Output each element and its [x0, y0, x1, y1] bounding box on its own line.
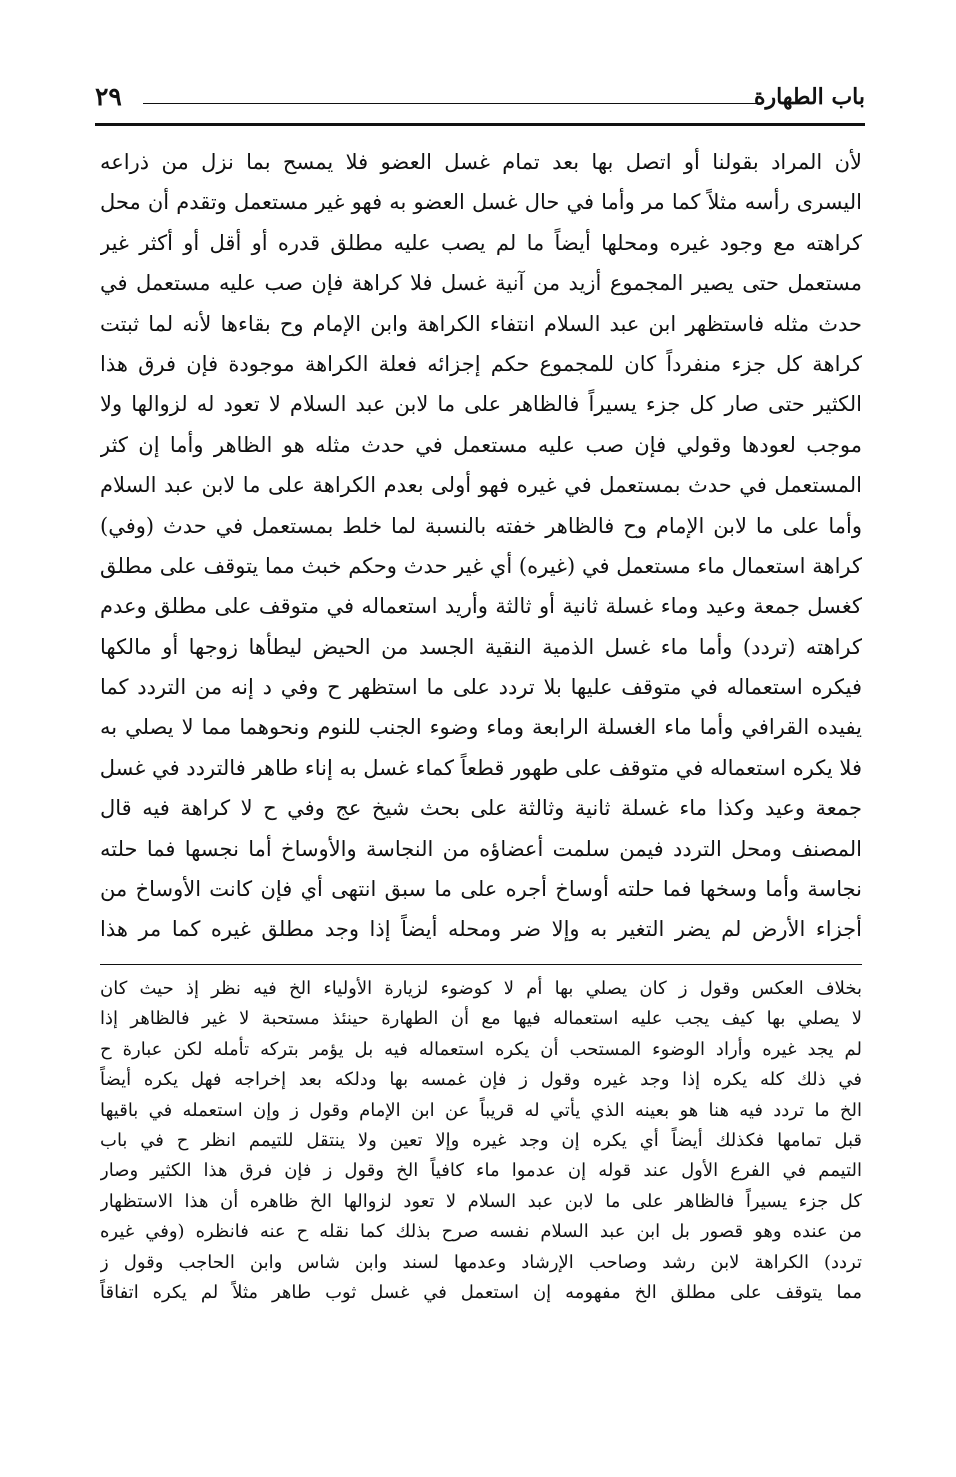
main-text-line: كراهة كل جزء منفرداً كان للمجموع حكم إجزائه فعلة الكراهة موجودة فإن فرق هذا [100, 351, 862, 376]
main-text-line: نجاسة وأما وسخها فما حلته أوساخ أجره على ما سبق انتهى أي فإن كانت الأوساخ من [100, 877, 862, 902]
main-text-line: فيكره استعماله في متوقف عليها بلا تردد على ما استظهر ح وفي د إنه من التردد كما [100, 675, 862, 700]
main-text-line: حدث مثله فاستظهر ابن عبد السلام انتفاء الكراهة وابن الإمام وح بقاءها لأنه لما ثبتت [100, 311, 862, 336]
main-text-body [100, 142, 862, 950]
header-rule [95, 123, 865, 126]
footnote-line: التيمم في الفرع الأول عند قوله إن عدموا ماء كافياً الخ وقول ز فإن فرق هذا الكثير وصار [100, 1160, 862, 1182]
footnote-line: الخ ما تردد فيه هنا هو بعينه الذي يأتي له قريباً عن ابن الإمام وقول ز وإن استعمله في باقيها [100, 1099, 862, 1121]
main-text-line: فلا يكره استعماله في متوقف على طهور قطعاً كماء غسل به إناء طاهر فالتردد في غسل [100, 755, 862, 780]
main-text-line: وأما على ما لابن الإمام وح فالظاهر خفته بالنسبة لما خلط بمستعمل في حدث (وفي) [100, 513, 862, 538]
main-text-line: كغسل جمعة وعيد وماء غسلة ثانية أو ثالثة وأريد استعماله في متوقف على مطلق وعدم [100, 594, 862, 619]
main-text-line: مستعمل حتى يصير المجموع أزيد من آنية غسل فلا كراهة فإن صب عليه مستعمل في [100, 271, 862, 296]
footnote-line: كل جزء يسيراً فالظاهر على ما لابن عبد السلام لا تعود لزوالها الخ ظاهره أن هذا الاستظهار [100, 1190, 862, 1212]
main-text-line: اليسرى رأسه مثلاً كما مر وأما في حال غسل العضو به فهو غير مستعمل وتقدم أن محل [100, 190, 862, 215]
main-text-line: موجب لعودها وقولي فإن صب عليه مستعمل في حدث مثله هو الظاهر وأما إن كثر [100, 432, 862, 457]
footnote-line: مما يتوقف على مطلق الخ مفهومه إن استعمل في غسل ثوب طاهر مثلاً لم يكره اتفاقاً [100, 1281, 862, 1303]
chapter-title: باب الطهارة [753, 84, 865, 110]
main-text-line: يفيده القرافي وأما ماء الغسلة الرابعة وماء وضوء الجنب للنوم ونحوهما مما لا يصلي به [100, 715, 862, 740]
footnote-separator [100, 964, 862, 965]
footnote-line: قبل تمامها فكذلك أيضاً أي يكره إن وجد غيره وإلا تعين ولا ينتقل للتيمم انظر ح في باب [100, 1129, 862, 1151]
footnote-line: تردد) الكراهة لابن رشد وصاحب الإرشاد وعدمها لسند وابن شاس وابن الحاجب وقول ز [100, 1251, 862, 1273]
main-text-line: كراهته مع وجود غيره ومحلها أيضاً ما لم يصب عليه مطلق قدره أو أقل أو أكثر غير [100, 230, 862, 255]
header-dotted-line [143, 103, 757, 104]
main-text-line: كراهة استعمال ماء مستعمل في (غيره) أي غير حدث وحكم خبث مما يتوقف على مطلق [100, 553, 862, 578]
footnote-line: في ذلك كله يكره إذا وجد غيره وقول ز فإن غمسه بها ودلكه بعد إخراجه فهل يكره أيضاً [100, 1069, 862, 1091]
main-text-line: أجزاء الأرض لم يضر التغير به وإلا ضر ومحله أيضاً إذا وجد مطلق غيره كما مر هذا [100, 917, 862, 942]
footnotes-body [100, 974, 862, 1308]
main-text-line: الكثير حتى صار كل جزء يسيراً فالظاهر على ما لابن عبد السلام لا تعود له لزوالها ولا [100, 392, 862, 417]
main-text-line: المستعمل في حدث بمستعمل في غيره فهو أولى بعدم الكراهة على ما لابن عبد السلام [100, 473, 862, 498]
footnote-line: بخلاف العكس وقول ز كان يصلي بها أم لا كوضوء لزيارة الأولياء الخ فيه نظر إذ حيث كان [100, 978, 862, 999]
main-text-line: المصنف ومحل التردد فيمن سلمت أعضاؤه من النجاسة والأوساخ أما نجسها فما حلته [100, 836, 862, 861]
page-number: ٢٩ [95, 82, 122, 111]
main-text-line: كراهته (تردد) وأما ماء غسل الذمية النقية الجسد من الحيض ليطأها زوجها أو مالكها [100, 634, 862, 659]
footnote-line: لم يجد غيره وأراد الوضوء المستحب أن يكره استعماله فيه بل يؤمر بتركه تأمله لكن عبارة ح [100, 1038, 862, 1060]
footnote-line: لا يصلي بها كيف يجب عليه استعماله فيها مع أن الطهارة حينئذ مستحبة لا غير فالظاهر إذا [100, 1008, 862, 1030]
main-text-line: جمعة وعيد وكذا ماء غسلة ثانية وثالثة على بحث شيخ عج وفي ح لا كراهة فيه قال [100, 796, 862, 821]
footnote-line: من عنده وهو قصور بل ابن عبد السلام نفسه صرح بذلك كما نقله ح عنه فانظره (وفي غيره [100, 1221, 862, 1243]
running-header [95, 84, 865, 120]
main-text-line: لأن المراد بقولنا أو اتصل بها بعد تمام غسل العضو فلا يمسح بما نزل من ذراعه [100, 150, 862, 174]
